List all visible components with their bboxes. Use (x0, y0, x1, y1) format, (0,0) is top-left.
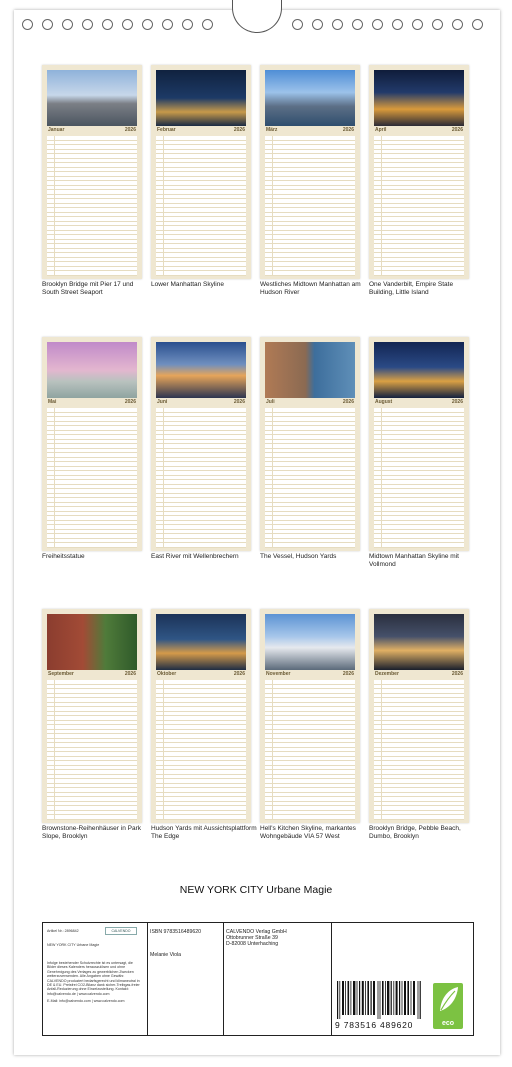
publisher-name: CALVENDO Verlag GmbH (226, 929, 287, 935)
binding-holes (0, 14, 512, 34)
day-row (374, 543, 464, 548)
month-photo (47, 70, 137, 126)
month-header (265, 127, 355, 134)
day-grid (265, 136, 355, 276)
month-page-january (42, 65, 142, 279)
day-grid (47, 136, 137, 276)
month-photo (374, 342, 464, 398)
author: Melanie Viola (150, 952, 182, 958)
month-caption: Hudson Yards mit Aussichtsplattform The Edge (151, 825, 257, 840)
binding-hole (452, 19, 463, 30)
day-grid (374, 136, 464, 276)
day-grid (265, 680, 355, 820)
month-caption: Freiheitsstatue (42, 553, 85, 560)
barcode-number: 9 783516 489620 (335, 1020, 414, 1030)
month-caption: East River mit Wellenbrechern (151, 553, 239, 560)
month-header (265, 399, 355, 406)
month-year: 2026 (124, 399, 136, 405)
month-year: 2026 (124, 127, 136, 133)
day-grid (374, 680, 464, 820)
binding-hole (312, 19, 323, 30)
month-year: 2026 (342, 399, 354, 405)
month-name: März (266, 127, 278, 133)
day-grid (156, 408, 246, 548)
binding-hole (372, 19, 383, 30)
month-header (265, 671, 355, 678)
day-grid (374, 408, 464, 548)
month-photo (265, 614, 355, 670)
month-header (156, 671, 246, 678)
month-year: 2026 (451, 399, 463, 405)
month-header (47, 399, 137, 406)
eco-badge (433, 983, 463, 1029)
month-name: Oktober (157, 671, 177, 677)
day-row (156, 815, 246, 820)
month-photo (47, 342, 137, 398)
eco-label: eco (441, 1020, 455, 1027)
info-column-barcode (331, 923, 473, 1035)
month-name: Dezember (375, 671, 399, 677)
month-page-july (260, 337, 360, 551)
day-row (265, 271, 355, 276)
binding-hole (62, 19, 73, 30)
month-year: 2026 (342, 671, 354, 677)
month-page-march (260, 65, 360, 279)
calvendo-logo: CALVENDO (105, 927, 137, 935)
info-column-legal (43, 923, 148, 1035)
binding-hole (392, 19, 403, 30)
month-caption: Brooklyn Bridge mit Pier 17 und South Street Seaport (42, 281, 134, 296)
month-header (374, 127, 464, 134)
month-photo (374, 614, 464, 670)
month-caption: The Vessel, Hudson Yards (260, 553, 337, 560)
month-name: August (375, 399, 393, 405)
month-photo (374, 70, 464, 126)
month-header (374, 671, 464, 678)
month-year: 2026 (233, 399, 245, 405)
isbn: ISBN 9783516489620 (150, 929, 202, 935)
day-row (47, 543, 137, 548)
month-name: Juli (266, 399, 275, 405)
month-year: 2026 (451, 127, 463, 133)
month-name: November (266, 671, 291, 677)
product-name: NEW YORK CITY Urbane Magie (47, 943, 100, 947)
month-name: Mai (48, 399, 57, 405)
binding-hole (182, 19, 193, 30)
day-row (47, 815, 137, 820)
month-photo (265, 70, 355, 126)
day-grid (265, 408, 355, 548)
month-caption: Midtown Manhattan Skyline mit Vollmond (369, 553, 459, 568)
day-grid (47, 408, 137, 548)
month-caption: Brooklyn Bridge, Pebble Beach, Dumbo, Brooklyn (369, 825, 461, 840)
day-grid (47, 680, 137, 820)
month-page-november (260, 609, 360, 823)
legal-notice: Infolge bestehender Schutzrechte ist es untersagt, die Bilder dieses Kalenders herauszulösen und ohne Genehmigung des Verlages zu gewerblichen Zwecken weiterzuverwenden. Alle Angaben ohne Gewähr. CALVENDO produziert bedarfsgerecht und klimaneutral in DE & EU. Preisfrei CO2-Bilanz dank sicher-Treibgas-freier Anfall-Reduzierung ohne Einzelzustellung. Kontakt: info@calvendo.de | www.calvendo.com (47, 961, 140, 996)
month-year: 2026 (233, 127, 245, 133)
month-header (47, 671, 137, 678)
month-photo (47, 614, 137, 670)
binding-hole (82, 19, 93, 30)
info-column-publisher (223, 923, 332, 1035)
day-row (374, 815, 464, 820)
binding-hole (332, 19, 343, 30)
month-name: Juni (157, 399, 168, 405)
info-column-isbn (147, 923, 224, 1035)
day-grid (156, 136, 246, 276)
day-row (156, 543, 246, 548)
month-caption: Lower Manhattan Skyline (151, 281, 224, 288)
month-page-october (151, 609, 251, 823)
month-page-september (42, 609, 142, 823)
binding-hole (42, 19, 53, 30)
binding-hole (162, 19, 173, 30)
binding-hole (142, 19, 153, 30)
month-header (156, 399, 246, 406)
month-header (374, 399, 464, 406)
month-page-april (369, 65, 469, 279)
month-caption: Hell's Kitchen Skyline, markantes Wohngebäude VIA 57 West (260, 825, 356, 840)
month-name: Januar (48, 127, 65, 133)
hanger-cutout (232, 0, 282, 33)
month-page-may (42, 337, 142, 551)
month-photo (156, 342, 246, 398)
month-name: April (375, 127, 387, 133)
binding-hole (352, 19, 363, 30)
month-photo (265, 342, 355, 398)
binding-hole (22, 19, 33, 30)
month-page-february (151, 65, 251, 279)
month-year: 2026 (233, 671, 245, 677)
day-row (265, 815, 355, 820)
calendar-title: NEW YORK CITY Urbane Magie (179, 884, 333, 896)
month-photo (156, 70, 246, 126)
publisher-street: Ottobrunner Straße 39 (226, 935, 278, 941)
month-year: 2026 (124, 671, 136, 677)
binding-hole (432, 19, 443, 30)
month-page-august (369, 337, 469, 551)
month-name: Februar (157, 127, 176, 133)
day-row (156, 271, 246, 276)
month-caption: Brownstone-Reihenhäuser in Park Slope, Brooklyn (42, 825, 141, 840)
month-caption: One Vanderbilt, Empire State Building, Little Island (369, 281, 454, 296)
publisher-city: D-82008 Unterhaching (226, 941, 279, 947)
month-caption: Westliches Midtown Manhattan am Hudson River (260, 281, 361, 296)
month-page-december (369, 609, 469, 823)
day-row (47, 271, 137, 276)
binding-hole (412, 19, 423, 30)
binding-hole (102, 19, 113, 30)
leaf-icon (433, 983, 463, 1017)
binding-hole (292, 19, 303, 30)
month-photo (156, 614, 246, 670)
article-number: Artikel Nr.: 2896842 (47, 929, 79, 933)
binding-hole (202, 19, 213, 30)
month-year: 2026 (342, 127, 354, 133)
month-page-june (151, 337, 251, 551)
day-row (374, 271, 464, 276)
month-year: 2026 (451, 671, 463, 677)
barcode (337, 981, 421, 1019)
day-row (265, 543, 355, 548)
binding-hole (122, 19, 133, 30)
day-grid (156, 680, 246, 820)
month-header (47, 127, 137, 134)
product-info-box (42, 922, 474, 1036)
month-header (156, 127, 246, 134)
contact-line: E-Mail: info@calvendo.com | www.calvendo.com (47, 999, 125, 1003)
binding-hole (472, 19, 483, 30)
month-name: September (48, 671, 74, 677)
